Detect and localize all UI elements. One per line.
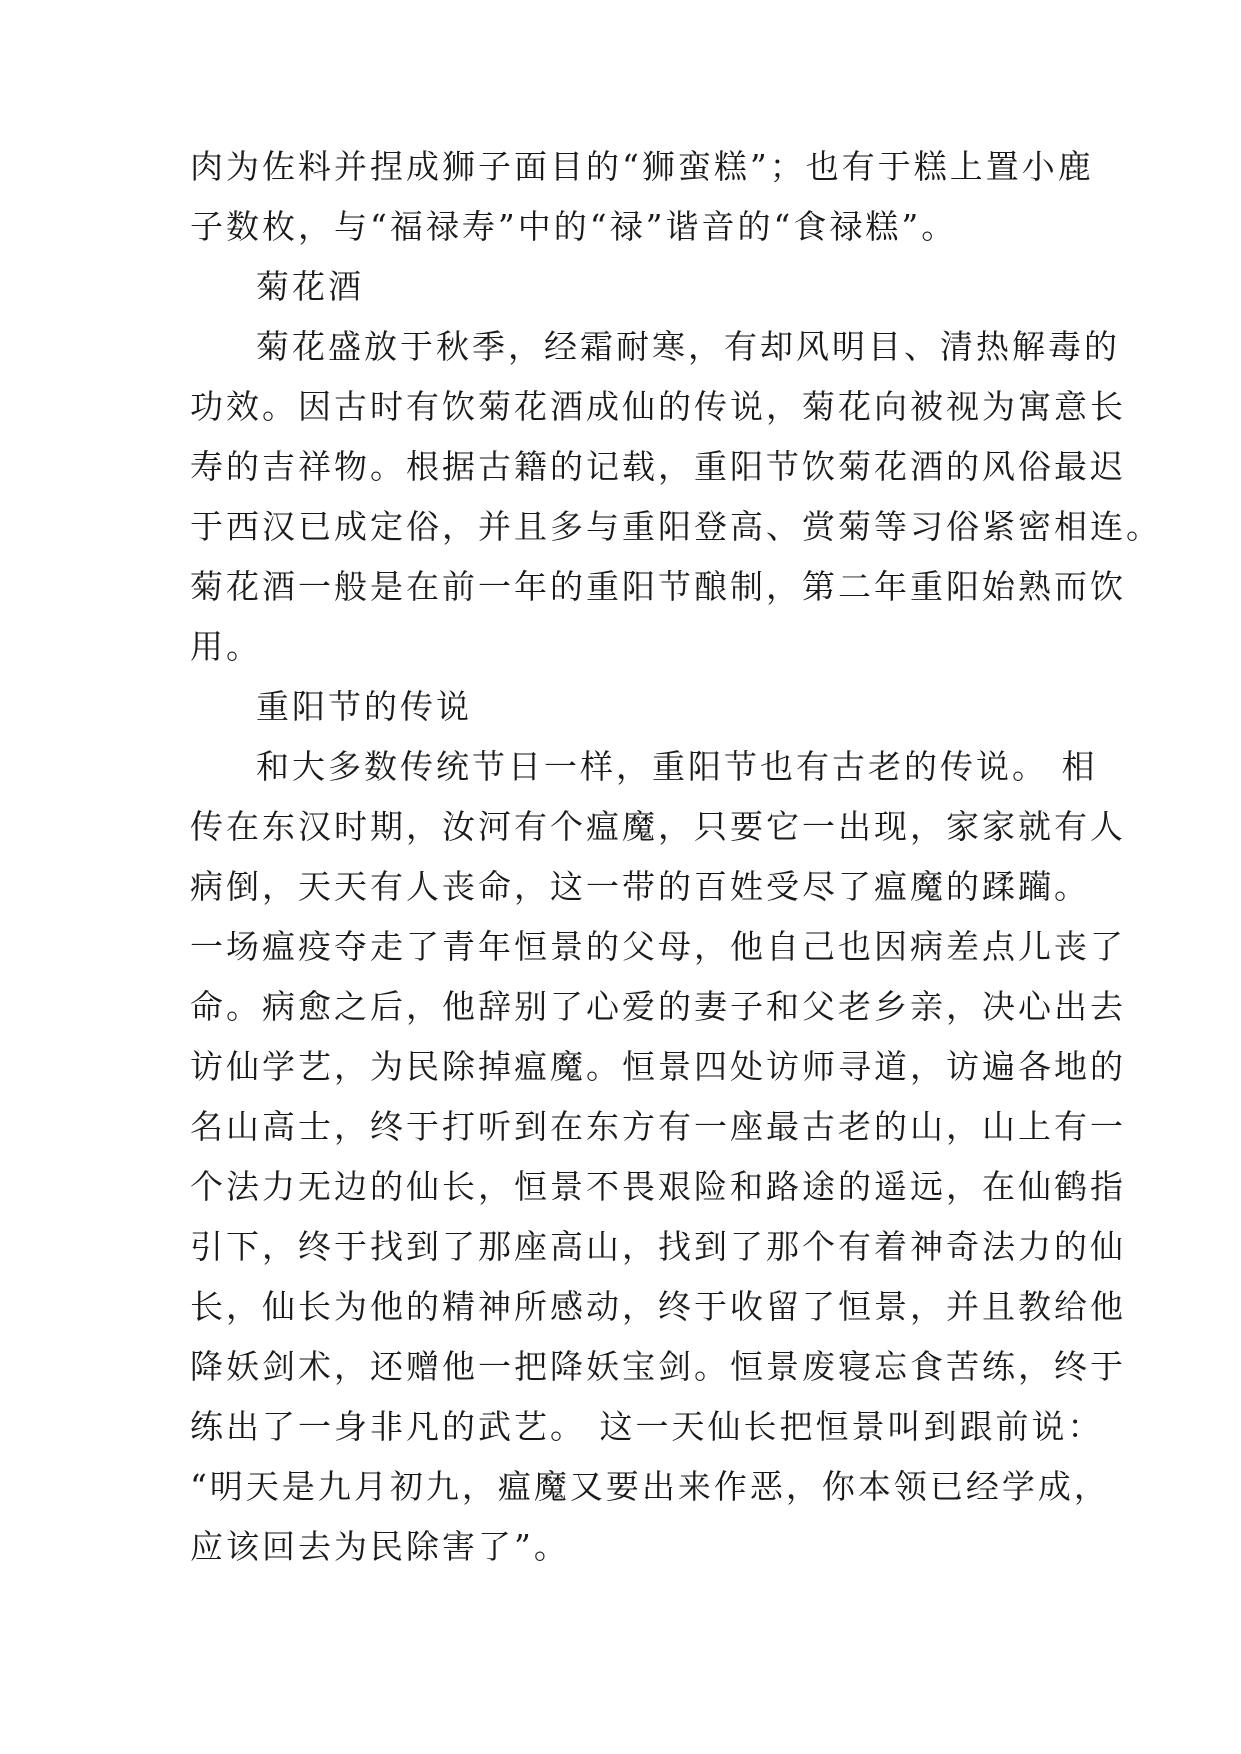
paragraph-line: 和大多数传统节日一样，重阳节也有古老的传说。 相: [256, 747, 1098, 786]
paragraph-line: 病倒，天天有人丧命，这一带的百姓受尽了瘟魔的蹂躏。: [190, 867, 1090, 906]
section-heading: 菊花酒: [256, 267, 364, 306]
paragraph-line: 功效。因古时有饮菊花酒成仙的传说，菊花向被视为寓意长: [190, 387, 1126, 426]
paragraph-line: 降妖剑术，还赠他一把降妖宝剑。恒景废寝忘食苦练，终于: [190, 1347, 1126, 1386]
paragraph-line: 命。病愈之后，他辞别了心爱的妻子和父老乡亲，决心出去: [190, 987, 1126, 1026]
paragraph-line: 个法力无边的仙长，恒景不畏艰险和路途的遥远，在仙鹤指: [190, 1167, 1126, 1206]
paragraph-line: 访仙学艺，为民除掉瘟魔。恒景四处访师寻道，访遍各地的: [190, 1047, 1126, 1086]
paragraph-line: 练出了一身非凡的武艺。 这一天仙长把恒景叫到跟前说：: [190, 1407, 1104, 1446]
paragraph-line: 于西汉已成定俗，并且多与重阳登高、赏菊等习俗紧密相连。: [190, 507, 1162, 546]
paragraph-line: 肉为佐料并捏成狮子面目的“狮蛮糕”；也有于糕上置小鹿: [190, 147, 1094, 186]
paragraph-line: 子数枚，与“福禄寿”中的“禄”谐音的“食禄糕”。: [190, 207, 958, 246]
paragraph-line: 长，仙长为他的精神所感动，终于收留了恒景，并且教给他: [190, 1287, 1126, 1326]
section-heading: 重阳节的传说: [256, 687, 472, 726]
paragraph-line: 传在东汉时期，汝河有个瘟魔，只要它一出现，家家就有人: [190, 807, 1126, 846]
paragraph-line: 名山高士，终于打听到在东方有一座最古老的山，山上有一: [190, 1107, 1126, 1146]
paragraph-line: 引下，终于找到了那座高山，找到了那个有着神奇法力的仙: [190, 1227, 1126, 1266]
paragraph-line: 菊花酒一般是在前一年的重阳节酿制，第二年重阳始熟而饮: [190, 567, 1126, 606]
paragraph-line: 菊花盛放于秋季，经霜耐寒，有却风明目、清热解毒的: [256, 327, 1120, 366]
paragraph-line: 寿的吉祥物。根据古籍的记载，重阳节饮菊花酒的风俗最迟: [190, 447, 1126, 486]
paragraph-line: 应该回去为民除害了”。: [190, 1527, 570, 1566]
paragraph-line: “明天是九月初九，瘟魔又要出来作恶，你本领已经学成，: [190, 1467, 1110, 1506]
paragraph-line: 一场瘟疫夺走了青年恒景的父母，他自己也因病差点儿丧了: [190, 927, 1126, 966]
paragraph-line: 用。: [190, 627, 262, 666]
